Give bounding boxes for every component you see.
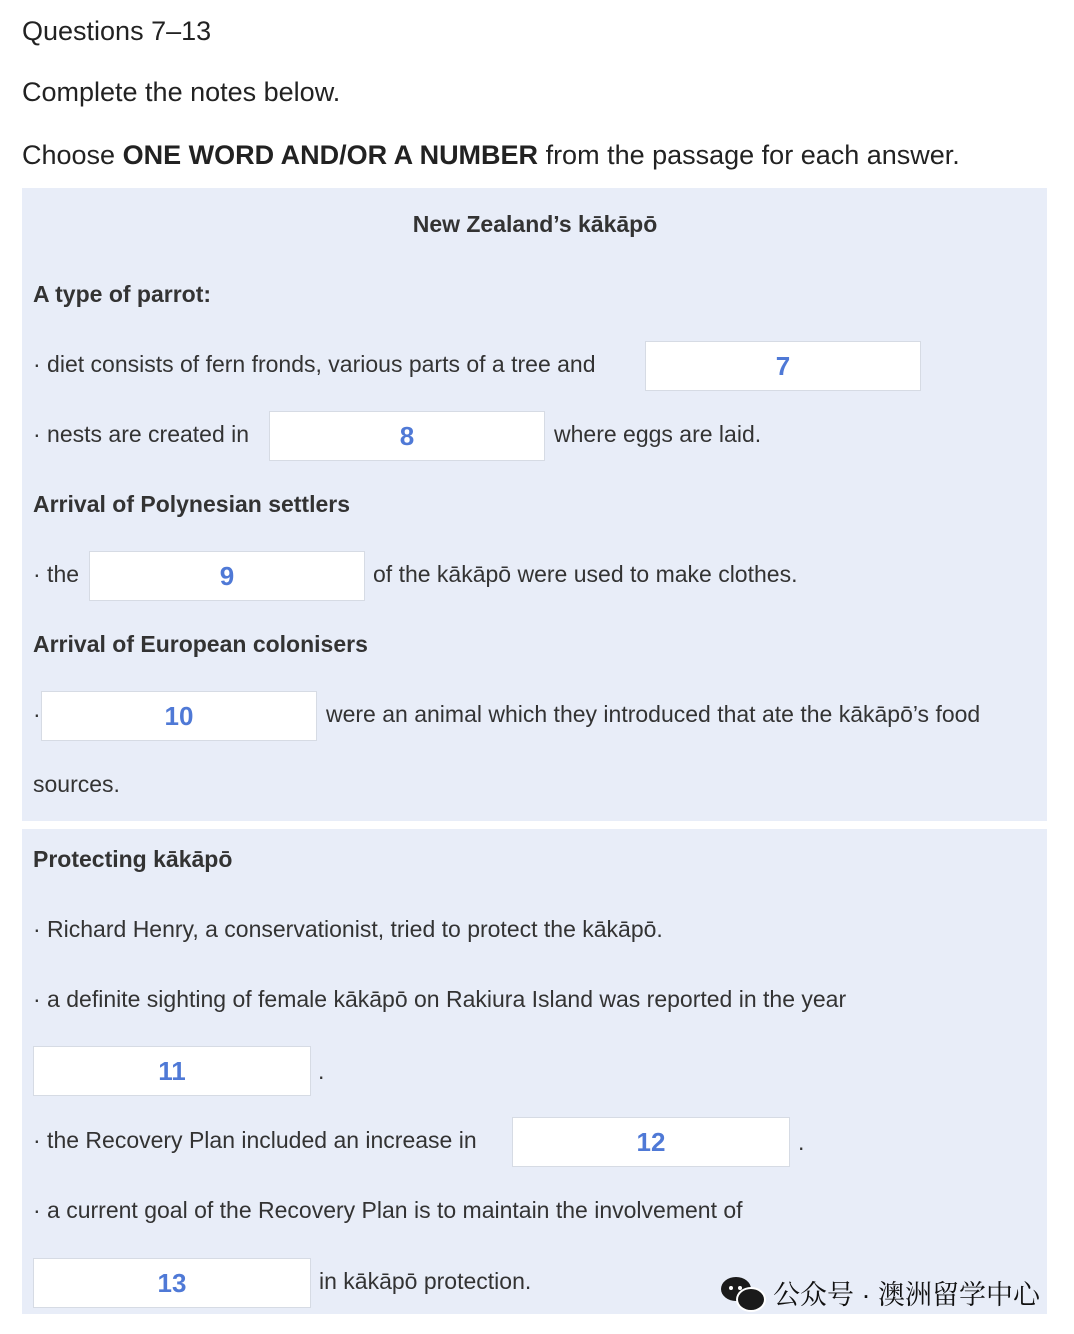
wechat-icon — [721, 1277, 763, 1309]
period-12: . — [798, 1129, 805, 1155]
protection-text: in kākāpō protection. — [319, 1268, 532, 1294]
nests-text: · nests are created in — [33, 421, 250, 447]
answer-box-10[interactable]: 10 — [41, 691, 317, 741]
answer-box-8[interactable]: 8 — [269, 411, 545, 461]
answer-box-9[interactable]: 9 — [89, 551, 365, 601]
answer-box-7[interactable]: 7 — [645, 341, 921, 391]
nests-suffix: where eggs are laid. — [554, 421, 762, 447]
introduced-animal-text: were an animal which they introduced that ate the kākāpō’s food — [326, 701, 981, 727]
answer-box-13[interactable]: 13 — [33, 1258, 311, 1308]
section-heading-protecting: Protecting kākāpō — [33, 846, 233, 872]
choose-suffix: from the passage for each answer. — [538, 140, 960, 170]
questions-heading: Questions 7–13 — [22, 16, 212, 46]
the-text: · the — [33, 561, 80, 587]
sighting-text: · a definite sighting of female kākāpō on Rakiura Island was reported in the year — [33, 986, 847, 1012]
instruction-text: Complete the notes below. — [22, 77, 341, 107]
watermark-text: 公众号 · 澳洲留学中心 — [773, 1280, 1040, 1310]
section-heading-polynesian: Arrival of Polynesian settlers — [33, 491, 351, 517]
choose-bold: ONE WORD AND/OR A NUMBER — [122, 140, 539, 170]
goal-text: · a current goal of the Recovery Plan is to maintain the involvement of — [33, 1197, 743, 1223]
clothes-text: of the kākāpō were used to make clothes. — [373, 561, 798, 587]
recovery-plan-text: · the Recovery Plan included an increase in — [33, 1127, 477, 1153]
section-heading-european: Arrival of European colonisers — [33, 631, 368, 657]
answer-box-12[interactable]: 12 — [512, 1117, 790, 1167]
choose-instruction — [22, 140, 960, 171]
section-heading-parrot: A type of parrot: — [33, 281, 212, 307]
choose-prefix: Choose — [22, 140, 123, 170]
richard-henry-text: · Richard Henry, a conservationist, tried to protect the kākāpō. — [33, 916, 663, 942]
notes-title: New Zealand’s kākāpō — [412, 211, 658, 237]
sources-text: sources. — [33, 771, 120, 797]
answer-box-11[interactable]: 11 — [33, 1046, 311, 1096]
diet-text: · diet consists of fern fronds, various parts of a tree and — [33, 351, 596, 377]
period-11: . — [318, 1058, 325, 1084]
bullet: · — [33, 701, 41, 727]
watermark — [721, 1273, 1040, 1312]
